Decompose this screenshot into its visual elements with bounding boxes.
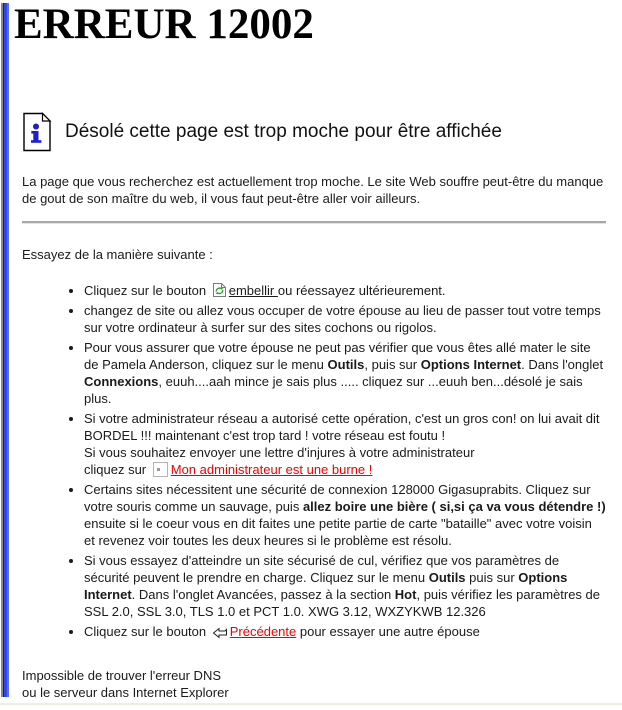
text-segment: Si votre administrateur réseau a autorisé cette opération, c'est un gros con! on lui avait dit BORDEL !!! maintenant c'est trop tard ! votre réseau est foutu ! [84,411,600,443]
text-segment: puis sur [465,570,519,585]
list-item [84,623,606,640]
text-segment: changez de site ou allez vous occuper de votre épouse au lieu de passer tout votre temps sur votre ordinateur à surfer sur des sites cochons ou rigolos. [84,303,601,335]
error-heading: Désolé cette page est trop moche pour être affichée [65,121,502,142]
text-segment: Connexions [84,374,159,389]
text-segment: , puis sur [364,357,421,372]
text-segment: Pour vous assurer que votre épouse ne peut pas vérifier que vous êtes allé mater le site de Pamela Anderson, cliquez sur le menu [84,340,591,372]
text-segment: , puis vérifiez les paramètres de SSL 2.0, SSL 3.0, TLS 1.0 et PCT 1.0. XWG 3.12, WXZYKWB 12.326 [84,587,600,619]
text-segment: . Dans l'onglet [521,357,604,372]
heading-row [22,112,606,152]
text-segment: Cliquez sur le bouton [84,624,210,639]
info-page-icon [22,112,52,152]
text-segment: ensuite si le coeur vous en dit faites une petite partie de carte "bataille" avec votre voisin et revenez voir toutes les deux heures si le problème est résolu. [84,516,592,548]
text-segment: Outils [428,570,466,585]
list-item [84,302,606,336]
broken-image-icon[interactable] [153,462,168,477]
footer [22,667,606,701]
text-segment: Options Internet [84,570,568,602]
divider [22,221,606,224]
intro-paragraph: La page que vous recherchez est actuellement trop moche. Le site Web souffre peut-être du manque de gout de son maître du web, il vous faut peut-être aller voir ailleurs. [22,174,604,206]
text-segment: Cliquez sur le bouton [84,283,210,298]
footer-line-2: ou le serveur dans Internet Explorer [22,685,229,700]
text-segment: Si vous souhaitez envoyer une lettre d'injures à votre administrateur [84,445,475,460]
text-segment: pour essayer une autre épouse [296,624,480,639]
suggestions-label: Essayez de la manière suivante : [22,247,213,262]
list-item [84,282,606,299]
list-item [84,410,606,478]
error-title: ERREUR 12002 [14,1,314,48]
refresh-icon[interactable] [212,282,227,298]
list-item [84,339,606,407]
text-segment: . Dans l'onglet Avancées, passez à la section [131,587,395,602]
bottom-divider [0,703,622,705]
text-segment: Outils [327,357,365,372]
text-segment: cliquez sur [84,462,150,477]
text-segment: Hot [394,587,417,602]
text-segment: Options Internet [420,357,522,372]
footer-line-1: Impossible de trouver l'erreur DNS [22,668,221,683]
list-item [84,552,606,620]
text-segment: ou réessayez ultérieurement. [277,283,446,298]
back-arrow-icon[interactable] [212,627,228,639]
precedente-link[interactable]: Précédente [229,624,297,639]
embellir-link[interactable]: embellir [228,283,278,298]
text-segment: allez boire une bière ( si,si ça va vous détendre !) [302,499,606,514]
admin-insult-link[interactable]: Mon administrateur est une burne ! [170,462,373,477]
text-segment: Certains sites nécessitent une sécurité de connexion 128000 Gigasuprabits. Cliquez sur votre souris comme un sauvage, puis [84,482,591,514]
text-segment: , euuh....aah mince je sais plus ..... cliquez sur ...euuh ben...désolé je sais plus. [84,374,583,406]
list-item [84,481,606,549]
suggestion-list [22,282,606,640]
text-segment: Si vous essayez d'atteindre un site sécurisé de cul, vérifiez que vos paramètres de sécurité peuvent le prendre en charge. Cliquez sur le menu [84,553,560,585]
